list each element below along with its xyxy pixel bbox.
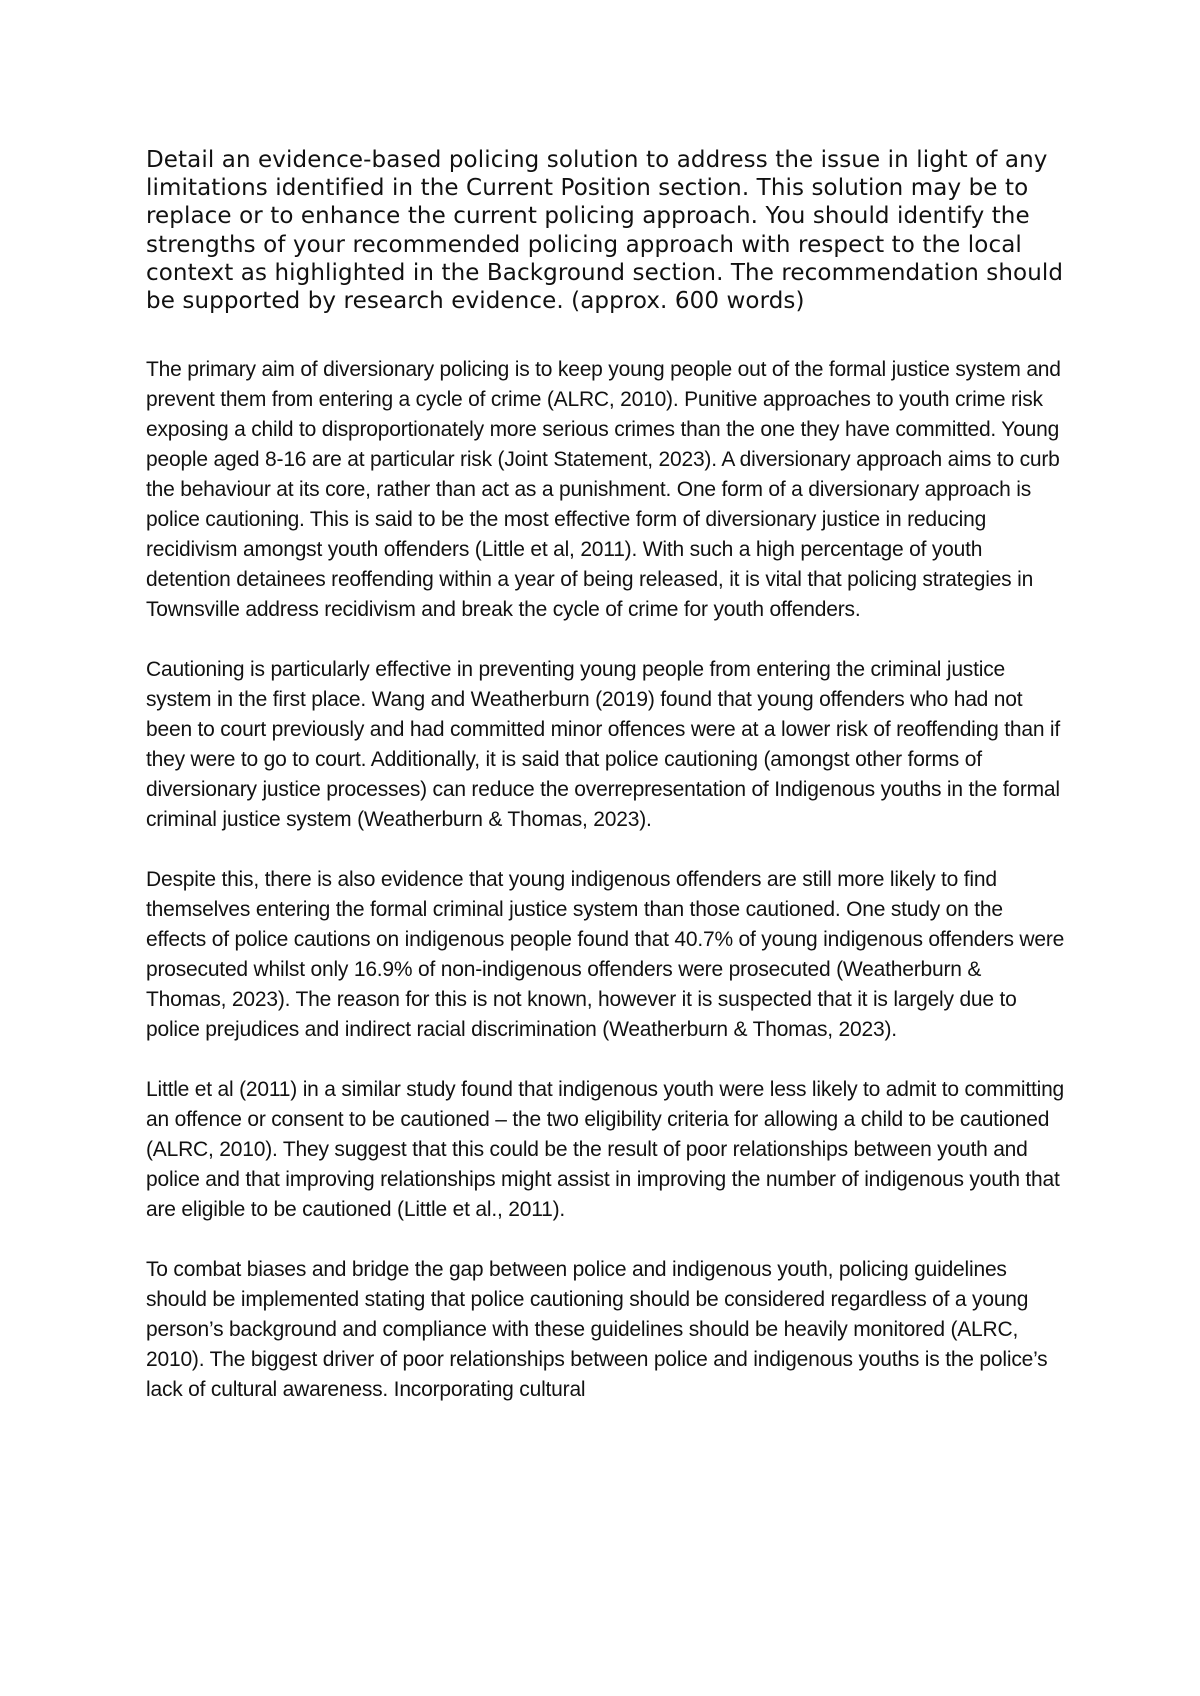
body-paragraph: Despite this, there is also evidence that young indigenous offenders are still more likely to find themselves entering the formal criminal justice system than those cautioned. One study on the effects of police cautions on indigenous people found that 40.7% of young indigenous offenders were prosecuted whilst only 16.9% of non-indigenous offenders were prosecuted (Weatherburn & Thomas, 2023). The reason for this is not known, however it is suspected that it is largely due to police prejudices and indirect racial discrimination (Weatherburn & Thomas, 2023).: [146, 868, 1065, 1042]
document-body: [146, 146, 1066, 1435]
body-paragraph: Cautioning is particularly effective in preventing young people from entering the criminal justice system in the first place. Wang and Weatherburn (2019) found that young offenders who had not been to court previously and had committed minor offences were at a lower risk of reoffending than if they were to go to court. Additionally, it is said that police cautioning (amongst other forms of diversionary justice processes) can reduce the overrepresentation of Indigenous youths in the formal criminal justice system (Weatherburn & Thomas, 2023).: [146, 658, 1061, 832]
body-paragraph: Little et al (2011) in a similar study found that indigenous youth were less likely to admit to committing an offence or consent to be cautioned – the two eligibility criteria for allowing a child to be cautioned (ALRC, 2010). They suggest that this could be the result of poor relationships between youth and police and that improving relationships might assist in improving the number of indigenous youth that are eligible to be cautioned (Little et al., 2011).: [146, 1078, 1065, 1222]
assignment-prompt: Detail an evidence-based policing solution to address the issue in light of any limitations identified in the Current Position section. This solution may be to replace or to enhance the current policing approach. You should identify the strengths of your recommended policing approach with respect to the local context as highlighted in the Background section. The recommendation should be supported by research evidence. (approx. 600 words): [146, 147, 1064, 315]
body-paragraph: The primary aim of diversionary policing is to keep young people out of the formal justice system and prevent them from entering a cycle of crime (ALRC, 2010). Punitive approaches to youth crime risk exposing a child to disproportionately more serious crimes than the one they have committed. Young people aged 8-16 are at particular risk (Joint Statement, 2023). A diversionary approach aims to curb the behaviour at its core, rather than act as a punishment. One form of a diversionary approach is police cautioning. This is said to be the most effective form of diversionary justice in reducing recidivism amongst youth offenders (Little et al, 2011). With such a high percentage of youth detention detainees reoffending within a year of being released, it is vital that policing strategies in Townsville address recidivism and break the cycle of crime for youth offenders.: [146, 358, 1061, 622]
body-paragraph: To combat biases and bridge the gap between police and indigenous youth, policing guidelines should be implemented stating that police cautioning should be considered regardless of a young person’s background and compliance with these guidelines should be heavily monitored (ALRC, 2010). The biggest driver of poor relationships between police and indigenous youths is the police’s lack of cultural awareness. Incorporating cultural: [146, 1258, 1048, 1402]
